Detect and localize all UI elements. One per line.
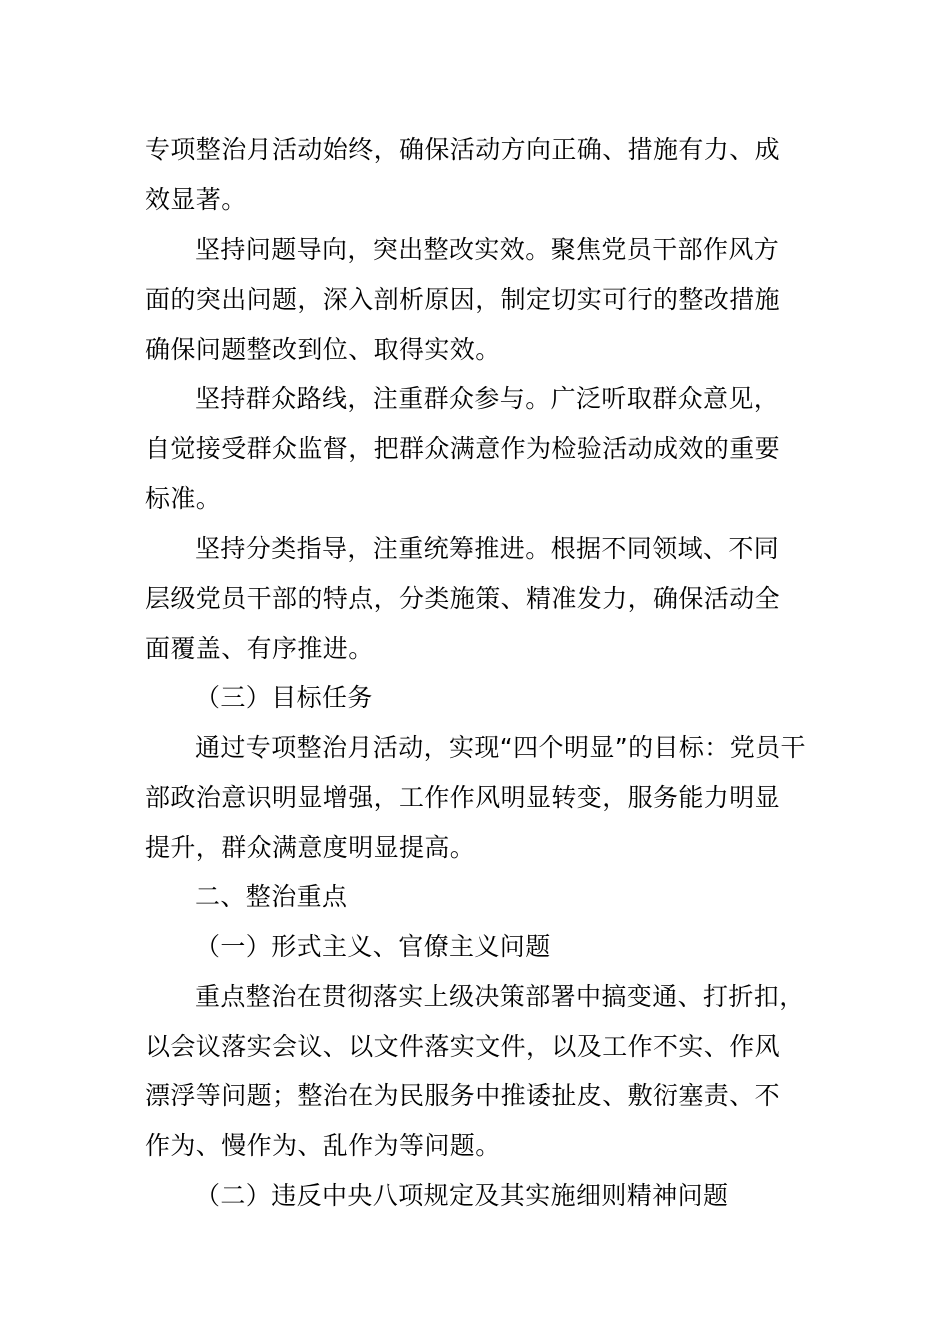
subsection-heading: （二）违反中央八项规定及其实施细则精神问题 — [195, 1181, 729, 1210]
paragraph-line: 漂浮等问题；整治在为民服务中推诿扯皮、敷衍塞责、不 — [145, 1081, 781, 1110]
paragraph-line: 标准。 — [145, 484, 222, 513]
paragraph-line: 提升，群众满意度明显提高。 — [145, 833, 476, 862]
section-heading: （三）目标任务 — [195, 683, 373, 712]
paragraph-line: 坚持问题导向，突出整改实效。聚焦党员干部作风方 — [195, 235, 780, 264]
paragraph-line: 重点整治在贯彻落实上级决策部署中搞变通、打折扣， — [195, 982, 805, 1011]
paragraph-line: 部政治意识明显增强，工作作风明显转变，服务能力明显 — [145, 783, 781, 812]
paragraph-line: 通过专项整治月活动，实现“四个明显”的目标：党员干 — [195, 733, 806, 762]
paragraph-line: 专项整治月活动始终，确保活动方向正确、措施有力、成 — [145, 135, 781, 164]
paragraph-line: 坚持群众路线，注重群众参与。广泛听取群众意见， — [195, 384, 780, 413]
paragraph-line: 面覆盖、有序推进。 — [145, 634, 374, 663]
paragraph-line: 坚持分类指导，注重统筹推进。根据不同领域、不同 — [195, 534, 780, 563]
paragraph-line: 确保问题整改到位、取得实效。 — [145, 335, 501, 364]
section-heading: 二、整治重点 — [195, 882, 348, 911]
paragraph-line: 以会议落实会议、以文件落实文件，以及工作不实、作风 — [145, 1032, 781, 1061]
paragraph-line: 自觉接受群众监督，把群众满意作为检验活动成效的重要 — [145, 434, 781, 463]
paragraph-line: 层级党员干部的特点，分类施策、精准发力，确保活动全 — [145, 584, 781, 613]
paragraph-line: 作为、慢作为、乱作为等问题。 — [145, 1131, 501, 1160]
paragraph-line: 面的突出问题，深入剖析原因，制定切实可行的整改措施 — [145, 285, 781, 314]
paragraph-line: 效显著。 — [145, 185, 247, 214]
subsection-heading: （一）形式主义、官僚主义问题 — [195, 932, 551, 961]
